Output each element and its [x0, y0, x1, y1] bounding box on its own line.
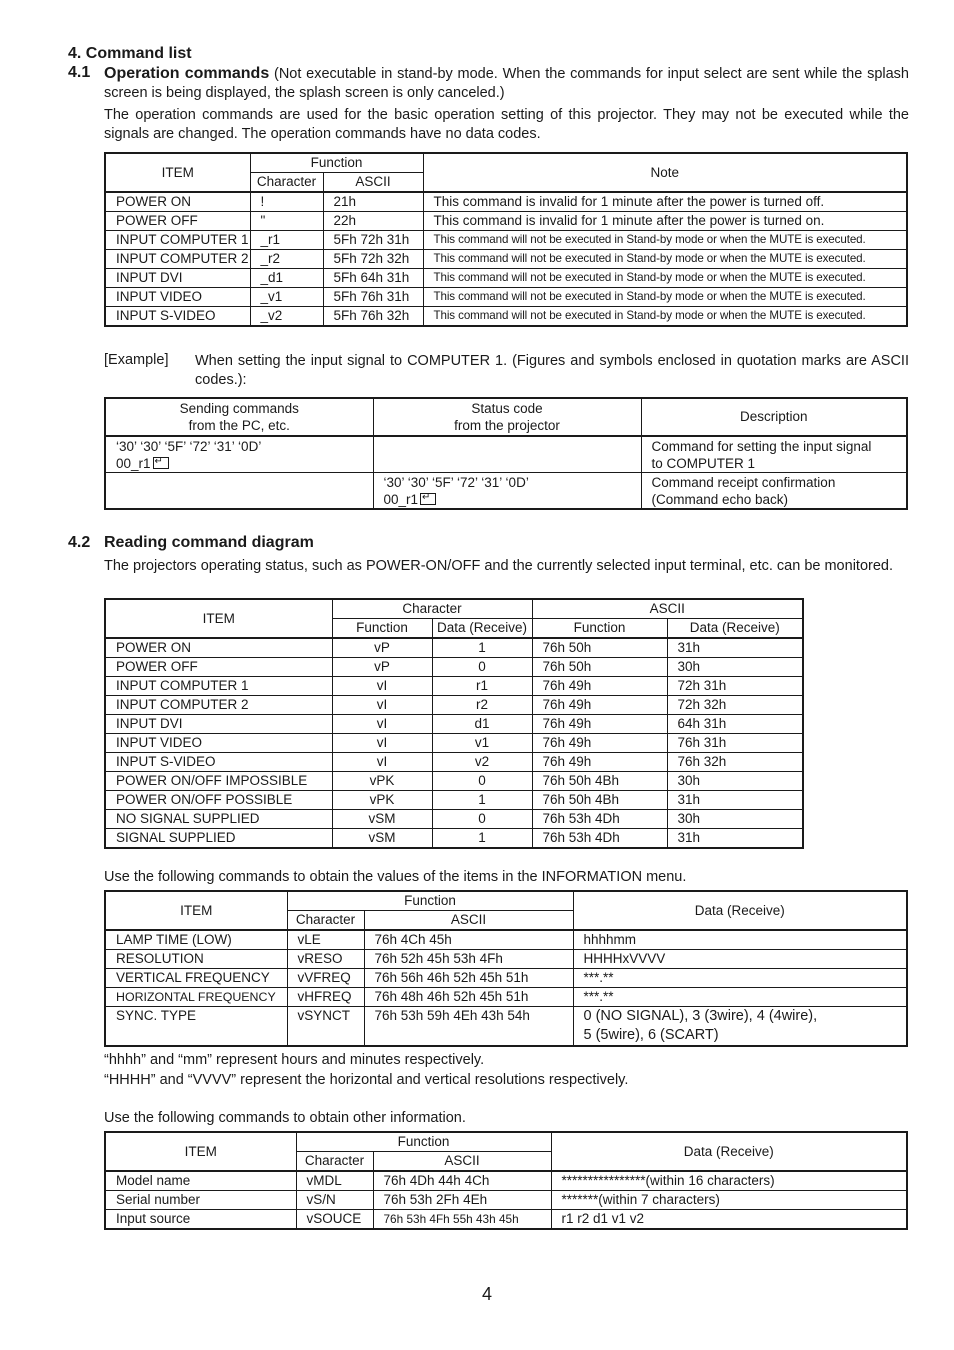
table-row [105, 988, 907, 1007]
cell-item: HORIZONTAL FREQUENCY [105, 988, 287, 1007]
header-char-function: Function [332, 619, 432, 639]
table-row [105, 658, 803, 677]
cell-item: INPUT S-VIDEO [105, 753, 332, 772]
header-character: Character [296, 1152, 373, 1172]
cell-character: vSOUCE [296, 1210, 373, 1230]
cell-ascii-function: 76h 50h [532, 638, 667, 658]
header-item: ITEM [105, 1132, 296, 1171]
desc-line1: Command receipt confirmation [651, 474, 836, 490]
cell-item: RESOLUTION [105, 950, 287, 969]
cell-note: This command will not be executed in Stand-by mode or when the MUTE is executed. [423, 231, 907, 250]
cell-char-function: vSM [332, 829, 432, 849]
cell-sending [105, 436, 373, 473]
header-function: Function [287, 891, 573, 911]
header-item: ITEM [105, 599, 332, 638]
cell-ascii: 5Fh 72h 32h [323, 250, 423, 269]
header-status-line2: from the projector [454, 418, 560, 433]
cell-ascii-function: 76h 49h [532, 734, 667, 753]
table-row [105, 829, 803, 849]
code-line1: ‘30’ ‘30’ ‘5F’ ‘72’ ‘31’ ‘0D’ [116, 438, 262, 454]
cell-item: INPUT COMPUTER 2 [105, 696, 332, 715]
cell-data: hhhhmm [573, 930, 907, 950]
cell-item: SIGNAL SUPPLIED [105, 829, 332, 849]
cell-item: Serial number [105, 1191, 296, 1210]
header-char-data: Data (Receive) [432, 619, 532, 639]
header-data: Data (Receive) [551, 1132, 907, 1171]
cell-ascii-function: 76h 49h [532, 677, 667, 696]
table-row [105, 969, 907, 988]
cell-char-data: 0 [432, 810, 532, 829]
table-row [105, 473, 907, 510]
cell-ascii: 5Fh 76h 32h [323, 307, 423, 327]
cell-note: This command will not be executed in Stand-by mode or when the MUTE is executed. [423, 250, 907, 269]
header-ascii: ASCII [323, 173, 423, 193]
cell-ascii-data: 31h [667, 791, 803, 810]
section-4-2-intro: The projectors operating status, such as POWER-ON/OFF and the currently selected input terminal, etc. can be monitored. [104, 558, 893, 574]
table-row [105, 753, 803, 772]
data-line1: 0 (NO SIGNAL), 3 (3wire), 4 (4wire), [583, 1008, 818, 1024]
table-row [105, 212, 907, 231]
table-row [105, 1171, 907, 1191]
cell-item: INPUT COMPUTER 1 [105, 677, 332, 696]
header-item: ITEM [105, 153, 250, 192]
other-intro: Use the following commands to obtain other information. [104, 1110, 466, 1126]
data-line2: 5 (5wire), 6 (SCART) [583, 1027, 719, 1043]
cell-character: " [250, 212, 323, 231]
cell-char-data: v1 [432, 734, 532, 753]
table-row [105, 950, 907, 969]
example-table [104, 397, 908, 510]
cell-ascii: 22h [323, 212, 423, 231]
header-data: Data (Receive) [573, 891, 907, 930]
cell-char-function: vSM [332, 810, 432, 829]
header-function: Function [250, 153, 423, 173]
cell-data: ***.** [573, 988, 907, 1007]
table-row [105, 715, 803, 734]
code-line2 [116, 455, 373, 472]
section-4-1-number: 4.1 [68, 64, 91, 81]
cell-char-data: 1 [432, 791, 532, 810]
cell-character: vHFREQ [287, 988, 364, 1007]
cell-character: vLE [287, 930, 364, 950]
cell-item: INPUT DVI [105, 715, 332, 734]
table-row [105, 436, 907, 473]
cell-ascii: 76h 53h 2Fh 4Eh [373, 1191, 551, 1210]
cell-ascii: 5Fh 76h 31h [323, 288, 423, 307]
cell-description [641, 473, 907, 510]
table-row [105, 930, 907, 950]
cell-data: *******(within 7 characters) [551, 1191, 907, 1210]
table-row [105, 1210, 907, 1230]
header-ascii-function: Function [532, 619, 667, 639]
cell-ascii-function: 76h 50h 4Bh [532, 772, 667, 791]
cell-item: Input source [105, 1210, 296, 1230]
cell-character: vVFREQ [287, 969, 364, 988]
cell-note: This command is invalid for 1 minute after the power is turned off. [423, 192, 907, 212]
header-character: Character [332, 599, 532, 619]
cell-character: _r2 [250, 250, 323, 269]
desc-line1: Command for setting the input signal [651, 438, 872, 454]
cell-char-data: r1 [432, 677, 532, 696]
table-row [105, 810, 803, 829]
cell-description [641, 436, 907, 473]
cell-ascii: 5Fh 72h 31h [323, 231, 423, 250]
reading-command-table [104, 598, 804, 849]
other-information-table [104, 1131, 908, 1230]
cell-ascii-function: 76h 50h 4Bh [532, 791, 667, 810]
cell-item: POWER OFF [105, 658, 332, 677]
cell-item: POWER ON [105, 192, 250, 212]
cell-ascii-data: 30h [667, 772, 803, 791]
cell-ascii-data: 72h 32h [667, 696, 803, 715]
cell-item: POWER ON/OFF POSSIBLE [105, 791, 332, 810]
cell-ascii: 76h 52h 45h 53h 4Fh [364, 950, 573, 969]
cell-char-function: vI [332, 677, 432, 696]
cell-item: INPUT VIDEO [105, 288, 250, 307]
cell-note: This command will not be executed in Stand-by mode or when the MUTE is executed. [423, 288, 907, 307]
note-hours-minutes: “hhhh” and “mm” represent hours and minutes respectively. [104, 1052, 485, 1068]
table-row [105, 696, 803, 715]
cell-character: _v2 [250, 307, 323, 327]
section-title: 4. Command list [68, 45, 192, 62]
cell-ascii-data: 30h [667, 810, 803, 829]
table-row [105, 638, 803, 658]
cell-ascii-function: 76h 53h 4Dh [532, 810, 667, 829]
cell-char-data: v2 [432, 753, 532, 772]
table-row [105, 231, 907, 250]
header-character: Character [250, 173, 323, 193]
cell-char-data: d1 [432, 715, 532, 734]
cell-ascii: 76h 53h 59h 4Eh 43h 54h [364, 1007, 573, 1047]
cell-ascii-function: 76h 49h [532, 715, 667, 734]
operation-commands-table [104, 152, 908, 327]
table-row [105, 1191, 907, 1210]
cell-character: vS/N [296, 1191, 373, 1210]
header-note: Note [423, 153, 907, 192]
cell-note: This command will not be executed in Stand-by mode or when the MUTE is executed. [423, 307, 907, 327]
cell-status [373, 473, 641, 510]
cell-character: vSYNCT [287, 1007, 364, 1047]
header-sending-line1: Sending commands [179, 401, 299, 416]
header-ascii: ASCII [373, 1152, 551, 1172]
page-number: 4 [482, 1284, 493, 1304]
cell-ascii-function: 76h 49h [532, 753, 667, 772]
table-row [105, 791, 803, 810]
cell-char-function: vP [332, 638, 432, 658]
cell-status [373, 436, 641, 473]
cell-item: INPUT VIDEO [105, 734, 332, 753]
cell-char-data: 1 [432, 829, 532, 849]
cell-char-function: vI [332, 715, 432, 734]
cell-char-data: 1 [432, 638, 532, 658]
cell-data: r1 r2 d1 v1 v2 [551, 1210, 907, 1230]
cell-data: ***.** [573, 969, 907, 988]
cell-note: This command will not be executed in Stand-by mode or when the MUTE is executed. [423, 269, 907, 288]
cell-char-function: vI [332, 753, 432, 772]
cell-item: INPUT COMPUTER 1 [105, 231, 250, 250]
note-resolution: “HHHH” and “VVVV” represent the horizontal and vertical resolutions respectively. [104, 1072, 629, 1088]
cell-ascii: 76h 4Dh 44h 4Ch [373, 1171, 551, 1191]
cell-item: Model name [105, 1171, 296, 1191]
cell-item: POWER ON/OFF IMPOSSIBLE [105, 772, 332, 791]
cell-character: _d1 [250, 269, 323, 288]
cell-char-data: 0 [432, 772, 532, 791]
cell-item: INPUT S-VIDEO [105, 307, 250, 327]
example-label: [Example] [104, 352, 169, 368]
information-table [104, 890, 908, 1047]
section-4-1-intro: The operation commands are used for the basic operation setting of this projector. They may not be executed while the signals are changed. The operation commands have no data codes. [104, 107, 909, 142]
cell-ascii-data: 31h [667, 829, 803, 849]
cell-data [573, 1007, 907, 1047]
cell-ascii-data: 30h [667, 658, 803, 677]
cell-data: HHHHxVVVV [573, 950, 907, 969]
header-sending [105, 398, 373, 436]
cell-item: POWER OFF [105, 212, 250, 231]
info-intro: Use the following commands to obtain the values of the items in the INFORMATION menu. [104, 869, 687, 885]
table-row [105, 288, 907, 307]
cell-character: vMDL [296, 1171, 373, 1191]
cell-ascii-function: 76h 50h [532, 658, 667, 677]
table-row [105, 677, 803, 696]
cell-character: _v1 [250, 288, 323, 307]
header-status-line1: Status code [471, 401, 543, 416]
section-4-1-title-note: (Not executable in stand-by mode. When the commands for input select are sent while the splash screen is being displayed, the splash screen is only canceled.) [104, 66, 910, 101]
cell-char-function: vP [332, 658, 432, 677]
cell-ascii-function: 76h 49h [532, 696, 667, 715]
code-line2 [384, 491, 641, 508]
cell-ascii-data: 64h 31h [667, 715, 803, 734]
cell-item: INPUT DVI [105, 269, 250, 288]
header-character: Character [287, 911, 364, 931]
cell-ascii: 5Fh 64h 31h [323, 269, 423, 288]
desc-line2: (Command echo back) [651, 491, 789, 507]
table-row [105, 734, 803, 753]
header-item: ITEM [105, 891, 287, 930]
cell-ascii-data: 76h 32h [667, 753, 803, 772]
header-sending-line2: from the PC, etc. [188, 418, 290, 433]
cell-character: ! [250, 192, 323, 212]
cell-ascii: 76h 4Ch 45h [364, 930, 573, 950]
cell-item: NO SIGNAL SUPPLIED [105, 810, 332, 829]
table-row [105, 1007, 907, 1047]
cell-ascii-data: 76h 31h [667, 734, 803, 753]
cell-item: SYNC. TYPE [105, 1007, 287, 1047]
cell-char-data: r2 [432, 696, 532, 715]
table-row [105, 307, 907, 327]
cell-ascii-data: 72h 31h [667, 677, 803, 696]
enter-key-icon [153, 457, 169, 469]
header-ascii: ASCII [364, 911, 573, 931]
cell-character: _r1 [250, 231, 323, 250]
cell-ascii-data: 31h [667, 638, 803, 658]
cell-item: POWER ON [105, 638, 332, 658]
cell-item: INPUT COMPUTER 2 [105, 250, 250, 269]
cell-ascii: 76h 48h 46h 52h 45h 51h [364, 988, 573, 1007]
example-text: When setting the input signal to COMPUTER 1. (Figures and symbols enclosed in quotation marks are ASCII codes.): [195, 353, 909, 388]
table-row [105, 192, 907, 212]
cell-sending [105, 473, 373, 510]
code-line1: ‘30’ ‘30’ ‘5F’ ‘72’ ‘31’ ‘0D’ [383, 474, 529, 490]
cell-char-function: vI [332, 734, 432, 753]
desc-line2: to COMPUTER 1 [651, 455, 756, 471]
table-row [105, 250, 907, 269]
table-row [105, 269, 907, 288]
cell-ascii: 76h 56h 46h 52h 45h 51h [364, 969, 573, 988]
enter-key-icon [420, 493, 436, 505]
header-status [373, 398, 641, 436]
code-text: 00_r1 [383, 491, 419, 507]
cell-ascii: 76h 53h 4Fh 55h 43h 45h [373, 1210, 551, 1230]
header-ascii: ASCII [532, 599, 803, 619]
section-4-1-title: Operation commands [104, 65, 270, 82]
cell-note: This command is invalid for 1 minute after the power is turned on. [423, 212, 907, 231]
cell-item: LAMP TIME (LOW) [105, 930, 287, 950]
cell-char-function: vI [332, 696, 432, 715]
cell-data: ****************(within 16 characters) [551, 1171, 907, 1191]
cell-char-function: vPK [332, 791, 432, 810]
cell-ascii-function: 76h 53h 4Dh [532, 829, 667, 849]
section-4-2-number: 4.2 [68, 534, 91, 551]
cell-character: vRESO [287, 950, 364, 969]
code-text: 00_r1 [116, 455, 151, 471]
section-4-2-title: Reading command diagram [104, 534, 314, 551]
table-row [105, 772, 803, 791]
header-ascii-data: Data (Receive) [667, 619, 803, 639]
header-function: Function [296, 1132, 551, 1152]
cell-char-function: vPK [332, 772, 432, 791]
header-description: Description [641, 398, 907, 436]
section-4-1-heading [104, 64, 909, 103]
cell-char-data: 0 [432, 658, 532, 677]
cell-item: VERTICAL FREQUENCY [105, 969, 287, 988]
cell-ascii: 21h [323, 192, 423, 212]
